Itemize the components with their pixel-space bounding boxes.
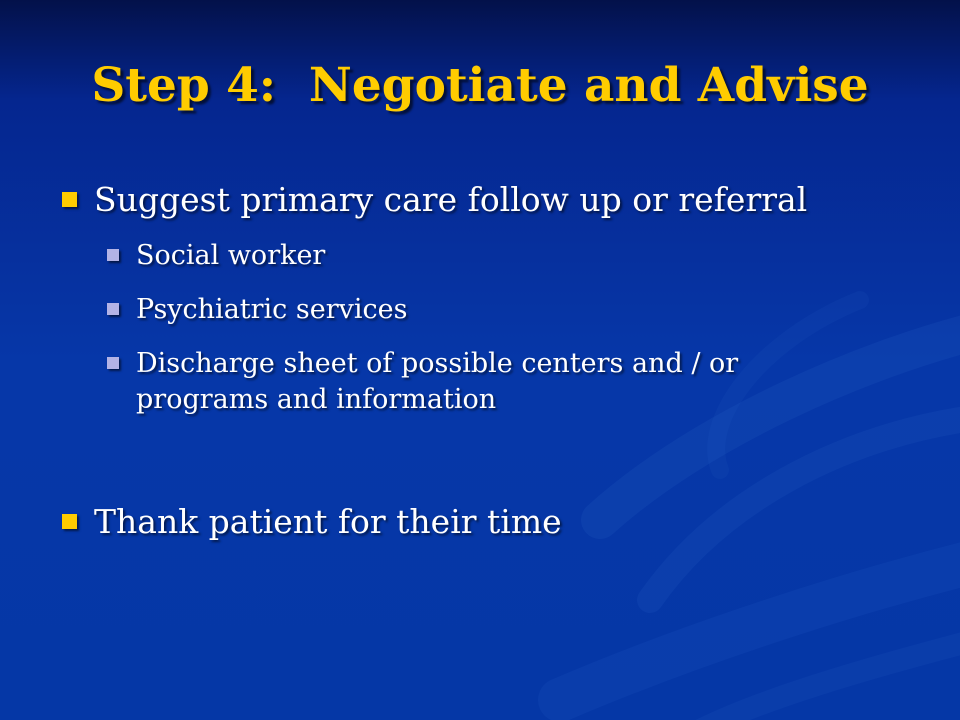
- sub-bullet-text: Discharge sheet of possible centers and / or programs and information: [136, 348, 739, 415]
- square-bullet-icon: [107, 249, 119, 261]
- sub-bullet-item: [107, 238, 827, 274]
- sub-bullet-item: [107, 292, 827, 328]
- sub-bullet-text: Psychiatric services: [136, 294, 408, 325]
- sub-bullet-item: [107, 346, 827, 418]
- slide-title: Step 4: Negotiate and Advise: [91, 58, 869, 113]
- bullet-text: Suggest primary care follow up or referral: [94, 180, 808, 219]
- square-bullet-icon: [107, 357, 119, 369]
- square-bullet-icon: [107, 303, 119, 315]
- sub-bullet-text: Social worker: [136, 240, 326, 271]
- bullet-item: [62, 180, 807, 220]
- bullet-item: [62, 502, 562, 542]
- bullet-text: Thank patient for their time: [94, 502, 562, 541]
- square-bullet-icon: [62, 514, 77, 529]
- square-bullet-icon: [62, 192, 77, 207]
